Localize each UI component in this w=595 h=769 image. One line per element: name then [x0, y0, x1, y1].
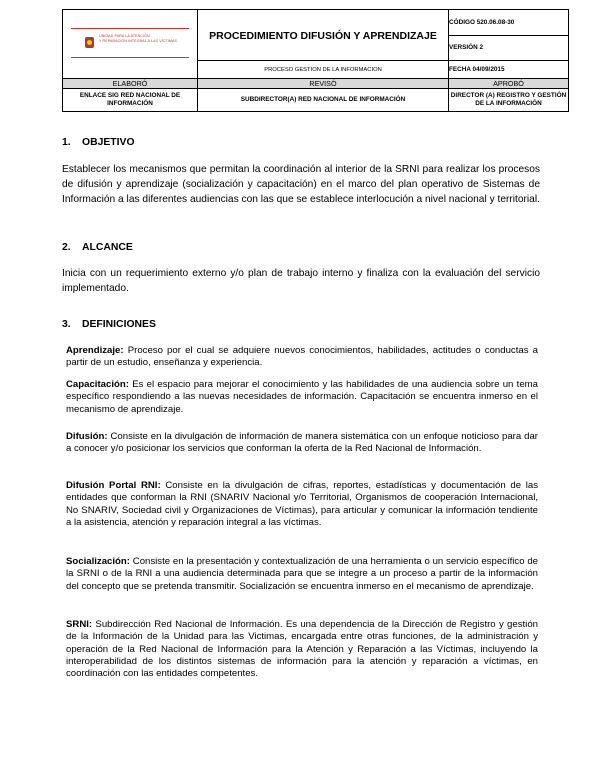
- elaboro-value: ENLACE SIG RED NACIONAL DE INFORMACIÓN: [63, 89, 198, 112]
- aprobo-label: APROBÓ: [449, 79, 569, 89]
- reviso-value: SUBDIRECTOR(A) RED NACIONAL DE INFORMACIÓN: [198, 89, 449, 112]
- section-title: ALCANCE: [82, 242, 133, 253]
- definition-term: Aprendizaje:: [66, 345, 124, 356]
- document-date: FECHA 04/09/2015: [449, 61, 569, 79]
- section-heading-objetivo: [62, 137, 135, 148]
- definition-text: Consiste en la divulgación de información de manera sistemática con un enfoque noticioso para dar a conocer y/o posicionar los servicios que conforman la oferta de la Red Nacional de Información.: [66, 431, 538, 455]
- section-heading-definiciones: [62, 319, 156, 330]
- definition-item: [66, 619, 538, 680]
- definition-item: [66, 556, 538, 593]
- title-cell: [198, 10, 449, 61]
- definition-text: Proceso por el cual se adquiere nuevos conocimientos, habilidades, actitudes o conductas a partir de un estudio, enseñanza y experiencia.: [66, 345, 538, 369]
- document-header-table: [62, 9, 569, 112]
- elaboro-label: ELABORÓ: [63, 79, 198, 89]
- objetivo-paragraph: Establecer los mecanismos que permitan la coordinación al interior de la SRNI para realizar los procesos de difusión y aprendizaje (socialización y capacitación) en el marco del plan operativo de Sistemas de Información a las diferentes audiencias con las que se establece interlocución a nivel nacional y territorial.: [62, 164, 540, 205]
- definition-item: [66, 431, 538, 456]
- document-version: VERSIÓN 2: [449, 35, 569, 61]
- logo-text: [99, 34, 177, 43]
- section-title: OBJETIVO: [82, 137, 135, 148]
- definition-item: [66, 379, 538, 416]
- section-number: 2.: [62, 242, 71, 253]
- definition-term: SRNI:: [66, 619, 93, 630]
- definition-text: Consiste en la presentación y contextualización de una herramienta o un servicio específico de la SRNI o de la RNI a una audiencia determinada para que se integre a un proceso a partir de la información del concepto que se pretenda transmitir. Socialización se encuentra inmerso en el mecanismo de aprendizaje.: [66, 556, 538, 592]
- section-heading-alcance: [62, 242, 133, 253]
- definition-item: [66, 480, 538, 529]
- document-title: PROCEDIMIENTO DIFUSIÓN Y APRENDIZAJE: [209, 30, 437, 43]
- logo-text-line1: UNIDAD PARA LA ATENCIÓN: [99, 34, 150, 38]
- coat-of-arms-icon: [85, 37, 94, 48]
- logo-text-line2: Y REPARACIÓN INTEGRAL A LAS VÍCTIMAS: [99, 38, 178, 43]
- alcance-paragraph: Inicia con un requerimiento externo y/o plan de trabajo interno y finaliza con la evaluación del servicio implementado.: [62, 268, 540, 294]
- definition-text: Es el espacio para mejorar el conocimiento y las habilidades de una audiencia sobre un tema específico respondiendo a las nuevas necesidades de información. Capacitación se encuentra inmerso en el mecanismo de aprendizaje.: [66, 379, 538, 415]
- logo-top-rule: [71, 28, 189, 29]
- process-name: PROCESO GESTION DE LA INFORMACION: [198, 61, 449, 79]
- aprobo-value: DIRECTOR (A) REGISTRO Y GESTIÓN DE LA INFORMACIÓN: [449, 89, 569, 112]
- definition-term: Capacitación:: [66, 379, 129, 390]
- logo-bottom-rule: [71, 57, 189, 58]
- section-number: 1.: [62, 137, 71, 148]
- definition-term: Difusión Portal RNI:: [66, 480, 161, 491]
- section-number: 3.: [62, 319, 71, 330]
- definition-text: Subdirección Red Nacional de Información. Es una dependencia de la Dirección de Registro y gestión de la Información de la Unidad para las Victimas, encargada entre otras funciones, de la administración y operación de la Red Nacional de Información para la Atención y Reparación a las Víctimas, incluyendo la interoperabilidad de los distintos sistemas de información para la atención y reparación a víctimas, en coordinación con las entidades competentes.: [66, 619, 538, 680]
- definition-term: Difusión:: [66, 431, 108, 442]
- organization-logo: [71, 28, 189, 58]
- reviso-label: REVISÓ: [198, 79, 449, 89]
- section-title: DEFINICIONES: [82, 319, 156, 330]
- definition-item: [66, 345, 538, 370]
- document-code: CÓDIGO 520.06.08-30: [449, 10, 569, 36]
- logo-cell: [63, 10, 198, 79]
- definition-term: Socialización:: [66, 556, 130, 567]
- definition-text: Consiste en la divulgación de cifras, reportes, estadísticas y documentación de las entidades que conforman la RNI (SNARIV Nacional y/o Territorial, Organismos de cooperación Internacional, No SNARIV, Sociedad civil y Organizaciones de Víctimas), para articular y comunicar la información tendiente a la asistencia, atención y reparación integral a las víctimas.: [66, 480, 539, 528]
